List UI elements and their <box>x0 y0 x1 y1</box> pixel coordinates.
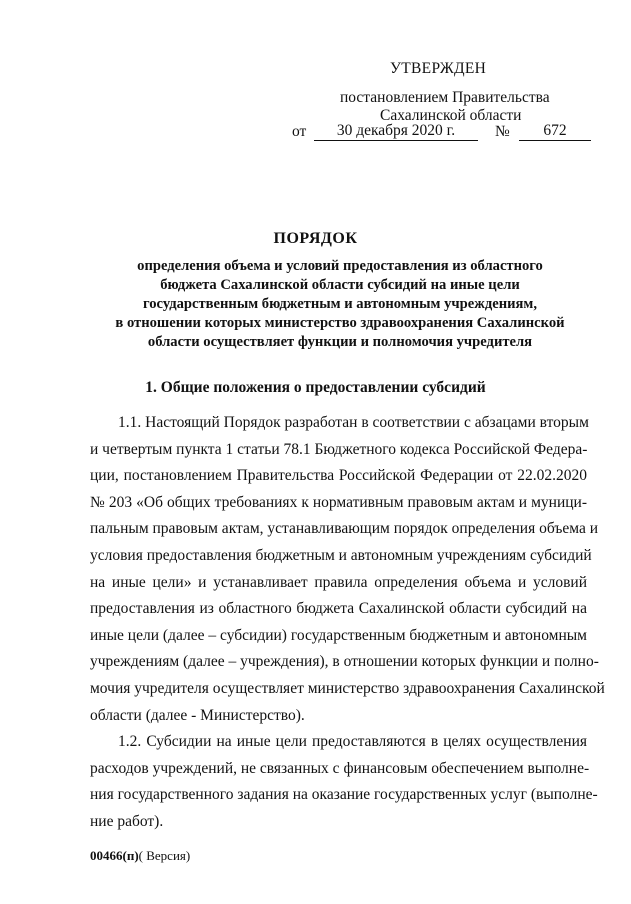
body-line: учреждениям (далее – учреждения), в отношении которых функции и полно- <box>90 653 599 671</box>
body-line: на иные цели» и устанавливает правила определения объема и условий <box>90 573 587 591</box>
decree-number: 672 <box>519 121 591 141</box>
document-subtitle <box>85 257 595 352</box>
subtitle-line: области осуществляет функции и полномочия учредителя <box>147 334 533 350</box>
body-line: № 203 «Об общих требованиях к нормативным правовым актам и муници- <box>90 493 587 511</box>
document-code: 00466(п) <box>90 848 139 863</box>
approved-heading: УТВЕРЖДЕН <box>390 60 487 77</box>
decree-date: 30 декабря 2020 г. <box>314 121 478 141</box>
subtitle-line: государственным бюджетным и автономным учреждениям, <box>142 296 537 312</box>
subtitle-line: определения объема и условий предоставления из областного <box>137 258 543 274</box>
section-heading: 1. Общие положения о предоставлении субсидий <box>145 379 486 396</box>
body-line: 1.1. Настоящий Порядок разработан в соответствии с абзацами вторым <box>118 414 589 431</box>
version-label: ( Версия) <box>138 848 191 863</box>
body-line: мочия учредителя осуществляет министерство здравоохранения Сахалинской <box>90 679 605 697</box>
number-sign: № <box>495 123 510 140</box>
body-line: условия предоставления бюджетным и автономным учреждениям субсидий <box>90 546 592 564</box>
body-line: ния государственного задания на оказание государственных услуг (выполне- <box>90 786 598 804</box>
document-title: ПОРЯДОК <box>273 230 358 247</box>
decree-date-row <box>292 121 592 145</box>
decree-line-1: постановлением Правительства <box>340 89 550 106</box>
decree-line-2: Сахалинской области <box>380 107 522 124</box>
from-label: от <box>292 123 307 140</box>
body-line: ции, постановлением Правительства Российской Федерации от 22.02.2020 <box>90 467 587 485</box>
body-line: расходов учреждений, не связанных с финансовым обеспечением выполне- <box>90 759 590 777</box>
body-line: иные цели (далее – субсидии) государственным бюджетным и автономным <box>90 626 587 644</box>
subtitle-line: бюджета Сахалинской области субсидий на иные цели <box>160 277 520 293</box>
body-line: предоставления из областного бюджета Сахалинской области субсидий на <box>90 600 587 618</box>
subtitle-line: в отношении которых министерство здравоохранения Сахалинской <box>115 315 565 331</box>
body-line: и четвертым пункта 1 статьи 78.1 Бюджетного кодекса Российской Федера- <box>90 440 588 458</box>
body-line: области (далее - Министерство). <box>90 706 305 724</box>
body-line: ние работ). <box>90 812 164 830</box>
body-text <box>90 410 605 836</box>
body-line: 1.2. Субсидии на иные цели предоставляются в целях осуществления <box>118 733 587 751</box>
body-line: пальным правовым актам, устанавливающим порядок определения объема и <box>90 520 599 538</box>
footer-code <box>90 848 190 864</box>
